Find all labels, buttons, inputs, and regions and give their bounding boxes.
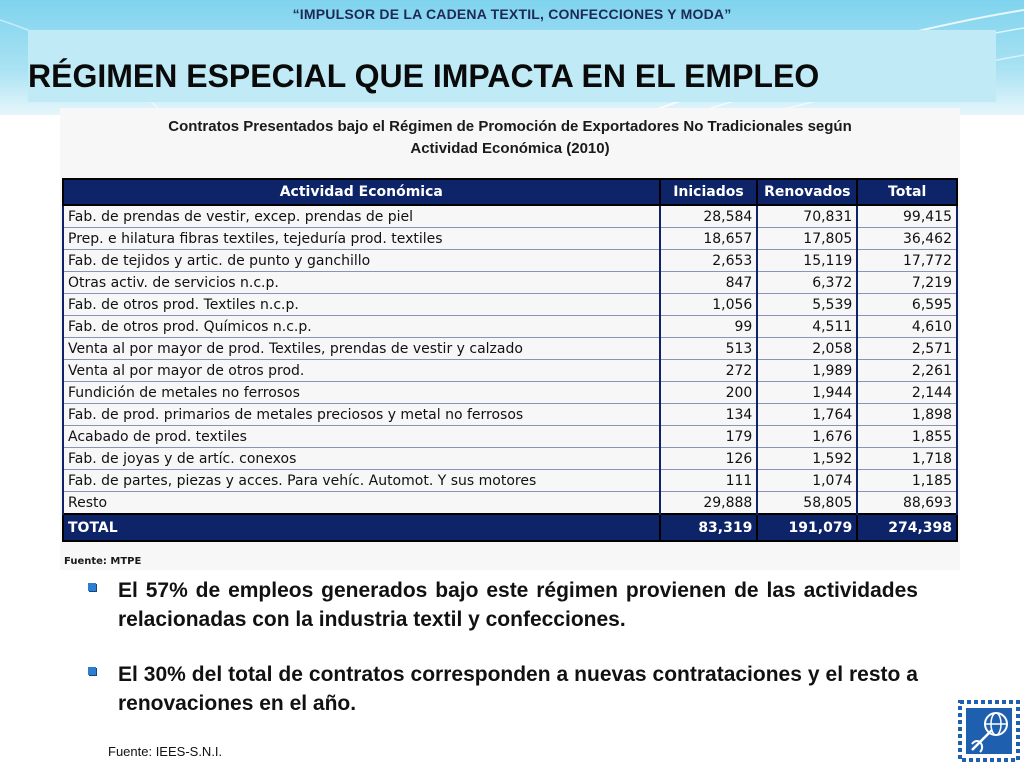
- started-cell: 272: [660, 360, 758, 382]
- table-title-line-1: Contratos Presentados bajo el Régimen de Promoción de Exportadores No Tradicionales según: [168, 118, 852, 135]
- activity-cell: Fundición de metales no ferrosos: [63, 382, 660, 404]
- total-cell: 17,772: [857, 250, 957, 272]
- contracts-table: [62, 178, 958, 542]
- total-cell: 2,144: [857, 382, 957, 404]
- renewed-cell: 1,592: [757, 448, 857, 470]
- total-cell: 1,718: [857, 448, 957, 470]
- table-row: [63, 338, 957, 360]
- started-cell: 2,653: [660, 250, 758, 272]
- table-row: [63, 470, 957, 492]
- renewed-cell: 2,058: [757, 338, 857, 360]
- renewed-cell: 15,119: [757, 250, 857, 272]
- total-cell: 4,610: [857, 316, 957, 338]
- table-row: [63, 272, 957, 294]
- started-cell: 28,584: [660, 205, 758, 228]
- total-cell: 1,898: [857, 404, 957, 426]
- activity-cell: Fab. de prod. primarios de metales preciosos y metal no ferrosos: [63, 404, 660, 426]
- activity-cell: Fab. de tejidos y artic. de punto y ganchillo: [63, 250, 660, 272]
- renewed-cell: 1,764: [757, 404, 857, 426]
- header-started: Iniciados: [660, 179, 758, 205]
- activity-cell: Otras activ. de servicios n.c.p.: [63, 272, 660, 294]
- table-row: [63, 382, 957, 404]
- table-title-line-2: Actividad Económica (2010): [410, 140, 610, 157]
- bullet-item: [84, 660, 918, 718]
- table-title: [60, 116, 960, 160]
- activity-cell: Acabado de prod. textiles: [63, 426, 660, 448]
- bullet-text: El 30% del total de contratos corresponden a nuevas contrataciones y el resto a renovaciones en el año.: [118, 663, 918, 715]
- total-cell: 7,219: [857, 272, 957, 294]
- footer-source: Fuente: IEES-S.N.I.: [108, 744, 223, 759]
- table-header-row: [63, 179, 957, 205]
- table-source: Fuente: MTPE: [64, 556, 142, 567]
- total-cell: 2,571: [857, 338, 957, 360]
- table-row: [63, 250, 957, 272]
- total-cell: 36,462: [857, 228, 957, 250]
- renewed-cell: 1,944: [757, 382, 857, 404]
- table-row: [63, 492, 957, 515]
- header-activity: Actividad Económica: [63, 179, 660, 205]
- renewed-cell: 58,805: [757, 492, 857, 515]
- started-cell: 513: [660, 338, 758, 360]
- slide-title: RÉGIMEN ESPECIAL QUE IMPACTA EN EL EMPLEO: [28, 58, 820, 94]
- table-row: [63, 404, 957, 426]
- grand-total-cell: 274,398: [857, 514, 957, 541]
- header-total: Total: [857, 179, 957, 205]
- started-cell: 99: [660, 316, 758, 338]
- activity-cell: Venta al por mayor de prod. Textiles, prendas de vestir y calzado: [63, 338, 660, 360]
- total-renewed-cell: 191,079: [757, 514, 857, 541]
- started-cell: 200: [660, 382, 758, 404]
- renewed-cell: 1,074: [757, 470, 857, 492]
- renewed-cell: 1,676: [757, 426, 857, 448]
- total-cell: 2,261: [857, 360, 957, 382]
- table-row: [63, 448, 957, 470]
- bullet-text: El 57% de empleos generados bajo este régimen provienen de las actividades relacionadas con la industria textil y confecciones.: [118, 579, 918, 631]
- square-bullet-icon: [88, 667, 96, 675]
- globe-needle-logo-icon: [958, 700, 1020, 762]
- renewed-cell: 6,372: [757, 272, 857, 294]
- total-started-cell: 83,319: [660, 514, 758, 541]
- renewed-cell: 70,831: [757, 205, 857, 228]
- activity-cell: Fab. de otros prod. Textiles n.c.p.: [63, 294, 660, 316]
- activity-cell: Fab. de partes, piezas y acces. Para vehíc. Automot. Y sus motores: [63, 470, 660, 492]
- started-cell: 847: [660, 272, 758, 294]
- total-cell: 99,415: [857, 205, 957, 228]
- activity-cell: Prep. e hilatura fibras textiles, tejeduría prod. textiles: [63, 228, 660, 250]
- square-bullet-icon: [88, 583, 96, 591]
- activity-cell: Resto: [63, 492, 660, 515]
- total-cell: 88,693: [857, 492, 957, 515]
- table-row: [63, 360, 957, 382]
- table-row: [63, 426, 957, 448]
- total-cell: 6,595: [857, 294, 957, 316]
- renewed-cell: 17,805: [757, 228, 857, 250]
- activity-cell: Fab. de joyas y de artíc. conexos: [63, 448, 660, 470]
- started-cell: 179: [660, 426, 758, 448]
- total-cell: 1,855: [857, 426, 957, 448]
- table-row: [63, 228, 957, 250]
- started-cell: 134: [660, 404, 758, 426]
- started-cell: 1,056: [660, 294, 758, 316]
- presentation-title: “IMPULSOR DE LA CADENA TEXTIL, CONFECCIONES Y MODA”: [292, 6, 732, 22]
- table-row: [63, 294, 957, 316]
- table-row: [63, 205, 957, 228]
- activity-cell: Venta al por mayor de otros prod.: [63, 360, 660, 382]
- renewed-cell: 1,989: [757, 360, 857, 382]
- bullet-item: [84, 576, 918, 634]
- bullet-list: [84, 576, 918, 744]
- total-label-cell: TOTAL: [63, 514, 660, 541]
- started-cell: 126: [660, 448, 758, 470]
- started-cell: 18,657: [660, 228, 758, 250]
- started-cell: 29,888: [660, 492, 758, 515]
- header-renewed: Renovados: [757, 179, 857, 205]
- total-cell: 1,185: [857, 470, 957, 492]
- renewed-cell: 4,511: [757, 316, 857, 338]
- activity-cell: Fab. de prendas de vestir, excep. prendas de piel: [63, 205, 660, 228]
- activity-cell: Fab. de otros prod. Químicos n.c.p.: [63, 316, 660, 338]
- table-total-row: [63, 514, 957, 541]
- renewed-cell: 5,539: [757, 294, 857, 316]
- started-cell: 111: [660, 470, 758, 492]
- table-row: [63, 316, 957, 338]
